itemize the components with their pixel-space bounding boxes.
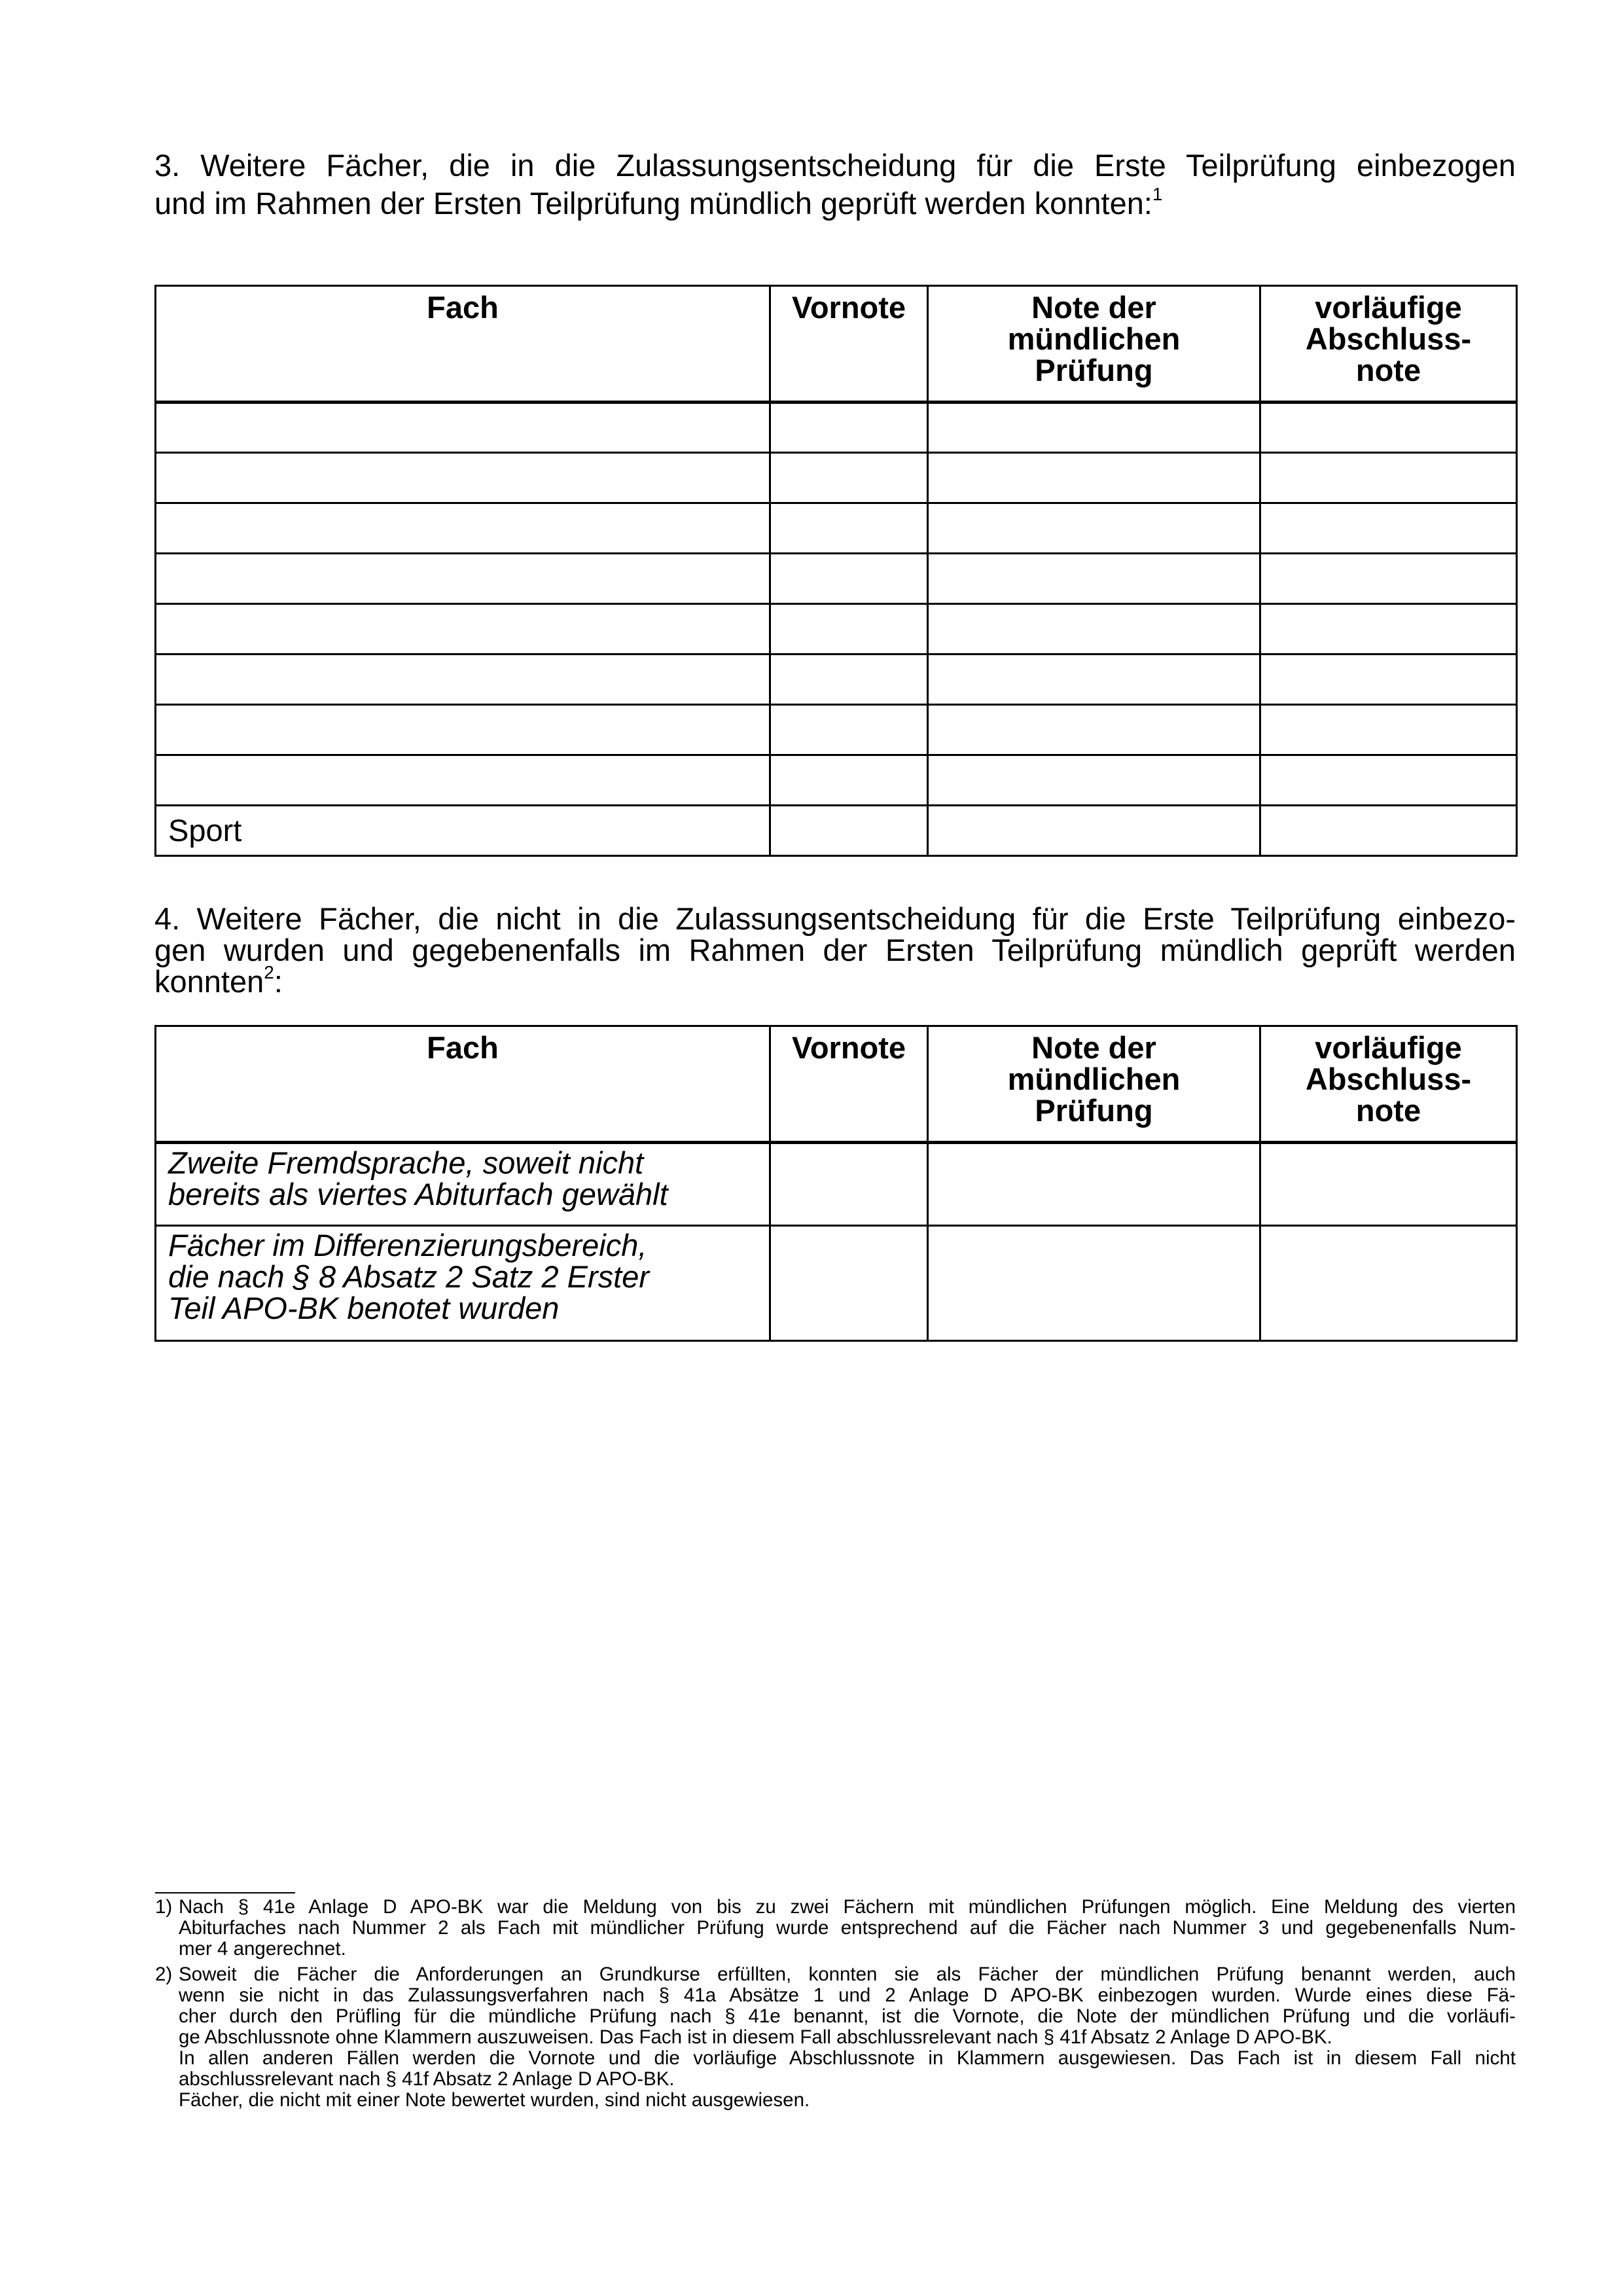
col-header-abschlussnote [1260, 1026, 1517, 1143]
header-line: mündlichen [1007, 321, 1181, 356]
cell-muendlich[interactable] [928, 604, 1260, 655]
cell-muendlich[interactable] [928, 655, 1260, 705]
footnote-line: Soweit die Fächer die Anforderungen an Grundkurse erfüllten, konnten sie als Fächer der mündlichen Prüfung benannt werden, auch [179, 1964, 1516, 1985]
cell-muendlich[interactable] [928, 755, 1260, 806]
table-row [156, 503, 1517, 554]
table-row [156, 755, 1517, 806]
section-4-heading-line-2: gen wurden und gegebenenfalls im Rahmen der Ersten Teilprüfung mündlich geprüft werden [154, 933, 1516, 967]
cell-abschluss[interactable] [1260, 604, 1517, 655]
cell-fach[interactable] [156, 503, 770, 554]
cell-vornote[interactable] [770, 806, 928, 856]
header-line: Abschluss- [1305, 321, 1472, 356]
header-line: mündlichen [1007, 1062, 1181, 1096]
section-3-heading-line-1: 3. Weitere Fächer, die in die Zulassungsentscheidung für die Erste Teilprüfung einbezogen [154, 148, 1516, 183]
cell-fach[interactable] [156, 554, 770, 604]
footnote-line: ge Abschlussnote ohne Klammern auszuweisen. Das Fach ist in diesem Fall abschlussrelevant nach § 41f Absatz 2 Anlage D APO-BK. [179, 2026, 1332, 2048]
cell-fach[interactable] [156, 403, 770, 453]
cell-abschluss[interactable] [1260, 554, 1517, 604]
cell-abschluss[interactable] [1260, 453, 1517, 503]
table-header-row [156, 1026, 1517, 1143]
section-3-heading-line-2-wrap [154, 185, 1516, 223]
section-4-heading [154, 903, 1516, 997]
cell-muendlich[interactable] [928, 453, 1260, 503]
footnote-line: wenn sie nicht in das Zulassungsverfahren nach § 41a Absätze 1 und 2 Anlage D APO-BK einbezogen wurden. Wurde eines diese Fä- [179, 1984, 1516, 2006]
cell-vornote[interactable] [770, 604, 928, 655]
col-header-vornote: Vornote [770, 286, 928, 403]
footnote-number: 2) [155, 1964, 173, 1985]
footnote-line: Nach § 41e Anlage D APO-BK war die Meldung von bis zu zwei Fächern mit mündlichen Prüfungen möglich. Eine Meldung des vierten [179, 1896, 1516, 1918]
heading-text: konnten [154, 964, 264, 999]
footnote-1 [155, 1897, 1516, 1960]
cell-abschluss[interactable] [1260, 1143, 1517, 1226]
cell-abschluss[interactable] [1260, 755, 1517, 806]
cell-muendlich[interactable] [928, 806, 1260, 856]
cell-vornote[interactable] [770, 655, 928, 705]
footnote-line: Fächer, die nicht mit einer Note bewertet wurden, sind nicht ausgewiesen. [179, 2089, 810, 2111]
col-header-fach: Fach [156, 286, 770, 403]
table-header-row [156, 286, 1517, 403]
cell-text-line: Zweite Fremdsprache, soweit nicht [168, 1145, 644, 1180]
footnote-separator [155, 1892, 295, 1893]
col-header-vornote: Vornote [770, 1026, 928, 1143]
cell-muendlich[interactable] [928, 1143, 1260, 1226]
footnotes [155, 1897, 1516, 2115]
cell-vornote[interactable] [770, 1143, 928, 1226]
table-row [156, 1226, 1517, 1341]
table-row [156, 453, 1517, 503]
section-3-heading [154, 147, 1516, 223]
cell-vornote[interactable] [770, 403, 928, 453]
table-section-3 [154, 285, 1518, 857]
header-line: Note der [1031, 290, 1156, 325]
table-section-4 [154, 1025, 1518, 1342]
col-header-abschlussnote [1260, 286, 1517, 403]
cell-abschluss[interactable] [1260, 1226, 1517, 1341]
footnote-line: mer 4 angerechnet. [179, 1938, 346, 1960]
cell-fach-differenzierungsbereich [156, 1226, 770, 1341]
cell-abschluss[interactable] [1260, 806, 1517, 856]
cell-abschluss[interactable] [1260, 403, 1517, 453]
cell-fach[interactable] [156, 453, 770, 503]
col-header-fach: Fach [156, 1026, 770, 1143]
footnote-number: 1) [155, 1896, 173, 1918]
cell-vornote[interactable] [770, 554, 928, 604]
cell-muendlich[interactable] [928, 1226, 1260, 1341]
footnote-line: abschlussrelevant nach § 41f Absatz 2 Anlage D APO-BK. [179, 2068, 675, 2090]
cell-fach[interactable] [156, 705, 770, 755]
cell-muendlich[interactable] [928, 503, 1260, 554]
cell-fach-zweite-fremdsprache [156, 1143, 770, 1226]
cell-text-line: die nach § 8 Absatz 2 Satz 2 Erster [168, 1259, 649, 1294]
header-line: vorläufige [1315, 1030, 1462, 1065]
table-row-sport [156, 806, 1517, 856]
table-row [156, 705, 1517, 755]
cell-fach[interactable] [156, 755, 770, 806]
table-row [156, 403, 1517, 453]
header-line: Note der [1031, 1030, 1156, 1065]
footnote-line: cher durch den Prüfling für die mündliche Prüfung nach § 41e benannt, ist die Vornote, die Note der mündlichen Prüfung und die vorläufi- [179, 2005, 1516, 2027]
footnote-text [179, 1897, 1516, 1960]
footnote-text [179, 1964, 1516, 2111]
table-row [156, 1143, 1517, 1226]
cell-muendlich[interactable] [928, 403, 1260, 453]
header-line: note [1355, 353, 1421, 387]
cell-text-line: Teil APO-BK benotet wurden [168, 1291, 560, 1325]
section-4-heading-line-1: 4. Weitere Fächer, die nicht in die Zulassungsentscheidung für die Erste Teilprüfung einbezo- [154, 901, 1516, 936]
cell-vornote[interactable] [770, 453, 928, 503]
cell-vornote[interactable] [770, 755, 928, 806]
cell-fach[interactable] [156, 655, 770, 705]
header-line: vorläufige [1315, 290, 1462, 325]
section-3-heading-line-2: und im Rahmen der Ersten Teilprüfung mündlich geprüft werden konnten: [154, 186, 1152, 221]
cell-text-line: bereits als viertes Abiturfach gewählt [168, 1177, 668, 1211]
footnote-ref-2[interactable]: 2 [264, 962, 274, 983]
col-header-muendliche-pruefung [928, 286, 1260, 403]
header-line: Prüfung [1035, 1093, 1153, 1128]
section-4-heading-line-3 [154, 962, 1516, 999]
cell-vornote[interactable] [770, 1226, 928, 1341]
table-row [156, 604, 1517, 655]
cell-abschluss[interactable] [1260, 503, 1517, 554]
header-line: Prüfung [1035, 353, 1153, 387]
table-row [156, 655, 1517, 705]
table-row [156, 554, 1517, 604]
footnote-ref-1[interactable]: 1 [1152, 184, 1163, 205]
footnote-line: In allen anderen Fällen werden die Vornote und die vorläufige Abschlussnote in Klammern ausgewiesen. Das Fach ist in diesem Fall nicht [179, 2047, 1516, 2069]
header-line: Abschluss- [1305, 1062, 1472, 1096]
footnote-line: Abiturfaches nach Nummer 2 als Fach mit mündlicher Prüfung wurde entsprechend auf die Fächer nach Nummer 3 und gegebenenfalls Num- [179, 1917, 1516, 1939]
footnote-2 [155, 1964, 1516, 2111]
cell-vornote[interactable] [770, 503, 928, 554]
cell-abschluss[interactable] [1260, 705, 1517, 755]
cell-text-line: Fächer im Differenzierungsbereich, [168, 1228, 647, 1263]
header-line: note [1355, 1093, 1421, 1128]
cell-fach-sport: Sport [156, 806, 770, 856]
cell-muendlich[interactable] [928, 705, 1260, 755]
cell-muendlich[interactable] [928, 554, 1260, 604]
heading-text: : [274, 964, 283, 999]
cell-vornote[interactable] [770, 705, 928, 755]
cell-abschluss[interactable] [1260, 655, 1517, 705]
col-header-muendliche-pruefung [928, 1026, 1260, 1143]
cell-fach[interactable] [156, 604, 770, 655]
